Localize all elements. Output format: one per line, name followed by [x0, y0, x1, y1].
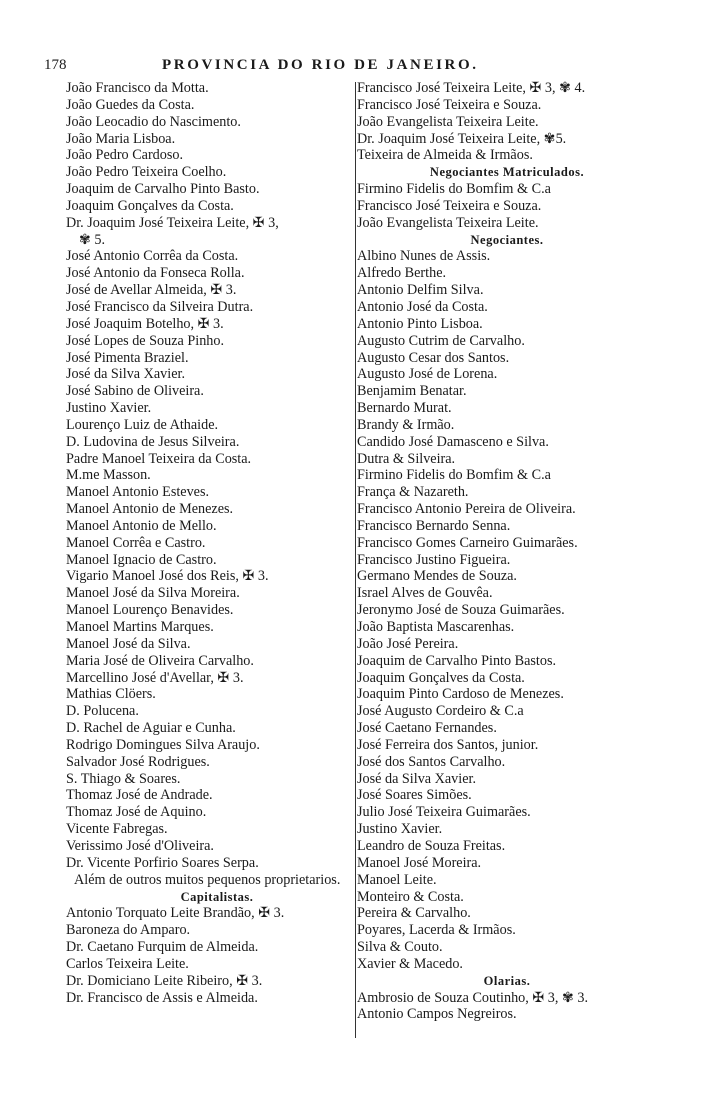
list-entry: João Maria Lisboa. [66, 130, 176, 147]
list-entry: D. Polucena. [66, 703, 139, 720]
list-entry: Ambrosio de Souza Coutinho, ✠ 3, ✾ 3. [357, 989, 589, 1006]
list-entry: Justino Xavier. [66, 400, 152, 417]
section-heading: Capitalistas. [180, 889, 254, 904]
list-entry: Manoel Ignacio de Castro. [66, 551, 217, 568]
list-entry: José da Silva Xavier. [357, 770, 476, 787]
list-entry: Leandro de Souza Freitas. [357, 837, 506, 854]
list-entry: Alfredo Berthe. [357, 265, 447, 282]
list-entry: Antonio Torquato Leite Brandão, ✠ 3. [66, 905, 285, 922]
list-entry: Thomaz José de Andrade. [66, 787, 213, 804]
list-entry: Thomaz José de Aquino. [66, 804, 207, 821]
running-title: PROVINCIA DO RIO DE JANEIRO. [162, 57, 479, 73]
list-entry: Manoel José Moreira. [357, 854, 482, 871]
list-entry: Brandy & Irmão. [357, 416, 455, 433]
list-entry: José Francisco da Silveira Dutra. [66, 298, 254, 315]
list-entry: Francisco José Teixeira e Souza. [357, 96, 542, 113]
list-entry: Joaquim de Carvalho Pinto Basto. [66, 181, 260, 198]
list-entry: José Soares Simões. [357, 787, 472, 804]
list-entry: Joaquim Gonçalves da Costa. [357, 669, 525, 686]
list-entry: França & Nazareth. [357, 484, 469, 501]
list-entry: Manoel José da Silva. [66, 635, 191, 652]
page-header [44, 57, 656, 81]
list-entry: Maria José de Oliveira Carvalho. [66, 652, 254, 669]
list-entry: Manoel José da Silva Moreira. [66, 585, 240, 602]
list-entry: João Baptista Mascarenhas. [357, 619, 515, 635]
list-entry: Marcellino José d'Avellar, ✠ 3. [66, 669, 244, 686]
list-entry: José Antonio da Fonseca Rolla. [66, 265, 245, 282]
list-entry: Silva & Couto. [357, 939, 443, 956]
list-entry: Francisco Antonio Pereira de Oliveira. [357, 501, 576, 518]
list-entry: Carlos Teixeira Leite. [66, 955, 189, 972]
section-heading: Negociantes Matriculados. [429, 165, 585, 180]
list-entry: José Augusto Cordeiro & C.a [357, 703, 524, 720]
list-entry: Antonio Pinto Lisboa. [357, 315, 483, 332]
list-entry: Francisco José Teixeira e Souza. [357, 197, 542, 214]
list-entry: Dr. Joaquim José Teixeira Leite, ✠ 3, [66, 214, 279, 231]
list-entry: Dr. Vicente Porfirio Soares Serpa. [66, 854, 259, 871]
list-entry: Padre Manoel Teixeira da Costa. [66, 450, 252, 467]
list-entry: Xavier & Macedo. [357, 955, 463, 972]
list-entry: Manoel Antonio de Menezes. [66, 501, 234, 518]
list-entry: José Ferreira dos Santos, junior. [357, 736, 539, 753]
list-entry: José Pimenta Braziel. [66, 349, 189, 366]
list-entry: José de Avellar Almeida, ✠ 3. [66, 282, 237, 299]
list-entry: Antonio Delfim Silva. [357, 282, 484, 299]
list-entry: Dr. Joaquim José Teixeira Leite, ✾5. [357, 130, 567, 147]
list-entry: Joaquim Pinto Cardoso de Menezes. [357, 686, 564, 703]
list-entry: Augusto José de Lorena. [357, 366, 498, 383]
list-entry: José Antonio Corrêa da Costa. [66, 248, 239, 265]
list-entry: S. Thiago & Soares. [66, 770, 181, 787]
list-entry: ✾ 5. [79, 231, 106, 248]
list-entry: Israel Alves de Gouvêa. [357, 585, 493, 602]
list-entry: João Evangelista Teixeira Leite. [357, 113, 539, 130]
list-entry: João Evangelista Teixeira Leite. [357, 214, 539, 231]
list-entry: Francisco Justino Figueira. [357, 551, 511, 568]
section-heading: Olarias. [483, 973, 531, 988]
list-entry: João José Pereira. [357, 635, 459, 652]
list-entry: Candido José Damasceno e Silva. [357, 433, 549, 450]
list-entry: Mathias Clöers. [66, 686, 156, 703]
list-entry: Vicente Fabregas. [66, 821, 168, 838]
list-entry: Manoel Lourenço Benavides. [66, 602, 234, 619]
list-entry: Augusto Cesar dos Santos. [357, 349, 510, 366]
page-number: 178 [44, 57, 67, 73]
list-entry: José da Silva Xavier. [66, 366, 185, 383]
list-entry: Joaquim Gonçalves da Costa. [66, 197, 234, 214]
list-entry: Lourenço Luiz de Athaide. [66, 416, 219, 433]
list-entry: Monteiro & Costa. [357, 888, 464, 905]
list-entry: Dutra & Silveira. [357, 450, 456, 467]
list-entry: D. Ludovina de Jesus Silveira. [66, 433, 240, 450]
list-entry: Francisco Bernardo Senna. [357, 517, 511, 534]
list-entry: Manoel Leite. [357, 871, 437, 888]
list-entry: Além de outros muitos pequenos proprietarios. [74, 871, 341, 888]
list-entry: João Guedes da Costa. [66, 96, 195, 113]
list-entry: José Sabino de Oliveira. [66, 383, 204, 400]
list-entry: João Leocadio do Nascimento. [66, 113, 241, 130]
left-column [66, 80, 354, 1006]
list-entry: Manoel Antonio Esteves. [66, 484, 210, 501]
list-entry: Baroneza do Amparo. [66, 922, 191, 939]
list-entry: Pereira & Carvalho. [357, 905, 471, 922]
list-entry: D. Rachel de Aguiar e Cunha. [66, 720, 236, 737]
list-entry: Francisco José Teixeira Leite, ✠ 3, ✾ 4. [357, 80, 586, 96]
list-entry: Francisco Gomes Carneiro Guimarães. [357, 534, 578, 551]
list-entry: Bernardo Murat. [357, 400, 452, 417]
list-entry: Firmino Fidelis do Bomfim & C.a [357, 181, 551, 198]
list-entry: Jeronymo José de Souza Guimarães. [357, 602, 565, 619]
list-entry: Salvador José Rodrigues. [66, 753, 210, 770]
list-entry: José Joaquim Botelho, ✠ 3. [66, 315, 224, 332]
list-entry: Benjamim Benatar. [357, 383, 467, 400]
list-entry: João Pedro Cardoso. [66, 147, 184, 164]
list-entry: Manoel Martins Marques. [66, 619, 214, 635]
list-entry: João Francisco da Motta. [66, 80, 209, 96]
list-entry: M.me Masson. [66, 467, 151, 484]
list-entry: Poyares, Lacerda & Irmãos. [357, 922, 516, 939]
list-entry: Vigario Manoel José dos Reis, ✠ 3. [66, 568, 269, 585]
list-entry: Antonio José da Costa. [357, 298, 488, 315]
list-entry: José dos Santos Carvalho. [357, 753, 506, 770]
list-entry: Verissimo José d'Oliveira. [66, 837, 214, 854]
list-entry: Albino Nunes de Assis. [357, 248, 491, 265]
section-heading: Negociantes. [470, 232, 544, 247]
list-entry: Antonio Campos Negreiros. [357, 1006, 517, 1023]
right-column [357, 80, 657, 1023]
list-entry: Rodrigo Domingues Silva Araujo. [66, 736, 260, 753]
list-entry: Germano Mendes de Souza. [357, 568, 517, 585]
list-entry: Dr. Caetano Furquim de Almeida. [66, 939, 259, 956]
list-entry: Joaquim de Carvalho Pinto Bastos. [357, 652, 557, 669]
list-entry: Manoel Antonio de Mello. [66, 517, 217, 534]
list-entry: Dr. Francisco de Assis e Almeida. [66, 989, 258, 1006]
list-entry: José Lopes de Souza Pinho. [66, 332, 225, 349]
list-entry: Dr. Domiciano Leite Ribeiro, ✠ 3. [66, 972, 263, 989]
list-entry: João Pedro Teixeira Coelho. [66, 164, 227, 181]
list-entry: Justino Xavier. [357, 821, 443, 838]
list-entry: Manoel Corrêa e Castro. [66, 534, 206, 551]
column-divider [355, 82, 356, 1038]
list-entry: Julio José Teixeira Guimarães. [357, 804, 531, 821]
list-entry: Teixeira de Almeida & Irmãos. [357, 147, 533, 164]
list-entry: José Caetano Fernandes. [357, 720, 497, 737]
list-entry: Firmino Fidelis do Bomfim & C.a [357, 467, 551, 484]
list-entry: Augusto Cutrim de Carvalho. [357, 332, 525, 349]
